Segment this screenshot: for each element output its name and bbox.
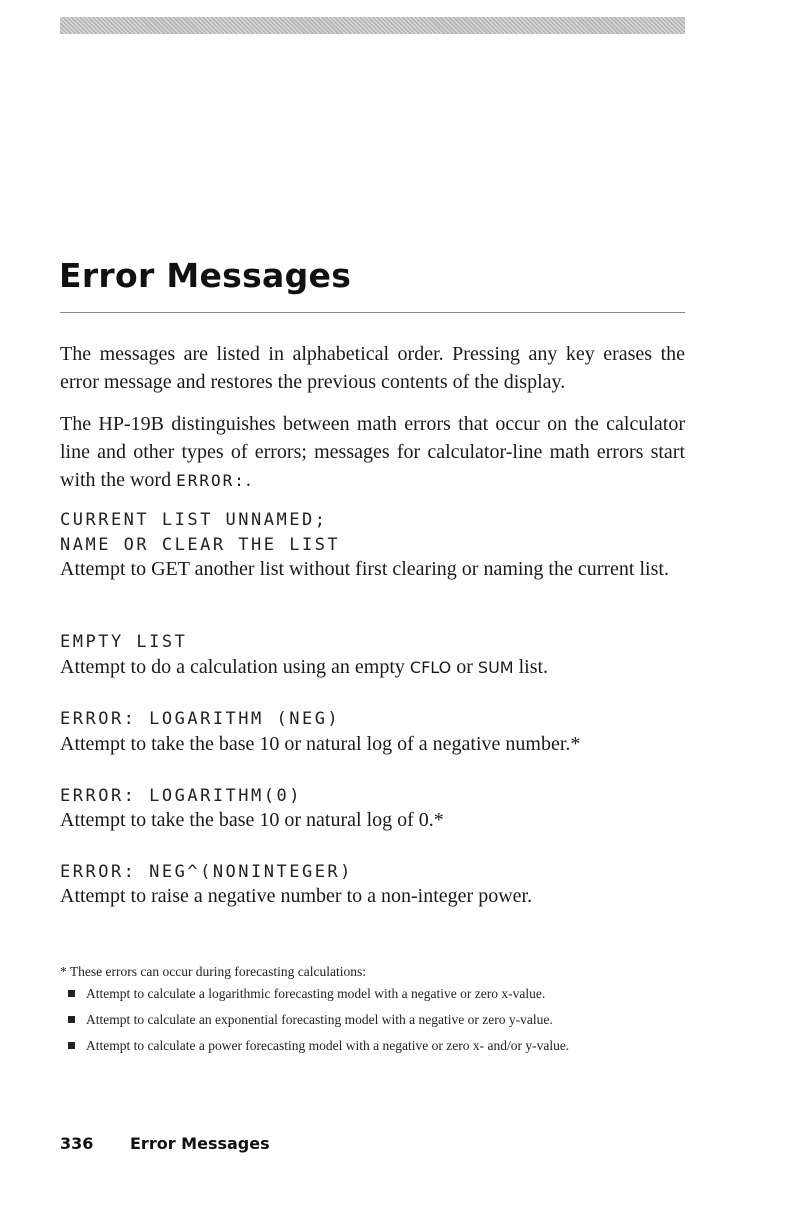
entry-code-log-zero: ERROR: LOGARITHM(0) xyxy=(60,786,302,806)
intro-period: . xyxy=(245,469,251,491)
bullet-icon xyxy=(68,990,75,997)
page-number: 336 xyxy=(60,1134,94,1153)
entry-code-empty-list: EMPTY LIST xyxy=(60,632,188,652)
page-footer xyxy=(60,1134,270,1153)
intro-error-code: ERROR: xyxy=(176,471,246,490)
intro-paragraph-1: The messages are listed in alphabetical order. Pressing any key erases the error message and restores the previous contents of the display. xyxy=(60,343,685,393)
page-title: Error Messages xyxy=(59,256,352,295)
footnote-item-text: Attempt to calculate a logarithmic forecasting model with a negative or zero x-value. xyxy=(86,986,546,1001)
entry-desc-empty-list xyxy=(60,653,685,682)
entry-code-current-list-1: CURRENT LIST UNNAMED; xyxy=(60,510,328,530)
intro-paragraph-2 xyxy=(60,410,685,495)
entry-desc-empty-list-after: list. xyxy=(518,656,549,678)
entry-code-current-list-2: NAME OR CLEAR THE LIST xyxy=(60,535,341,555)
entry-code-log-neg: ERROR: LOGARITHM (NEG) xyxy=(60,709,341,729)
footnote-intro: * These errors can occur during forecasting calculations: xyxy=(60,964,367,979)
footnote-item xyxy=(68,984,678,1004)
entry-desc-log-zero: Attempt to take the base 10 or natural log of 0.* xyxy=(60,809,444,831)
footnote-item-text: Attempt to calculate a power forecasting model with a negative or zero x- and/or y-value. xyxy=(86,1038,570,1053)
cflo-key: CFLO xyxy=(409,658,452,677)
entry-desc-log-neg: Attempt to take the base 10 or natural log of a negative number.* xyxy=(60,733,581,755)
footer-section-title: Error Messages xyxy=(130,1134,270,1153)
header-band xyxy=(60,17,685,34)
entry-desc-empty-list-before: Attempt to do a calculation using an empty xyxy=(60,656,405,678)
bullet-icon xyxy=(68,1042,75,1049)
bullet-icon xyxy=(68,1016,75,1023)
footnote-item xyxy=(68,1010,678,1030)
footnote-item-text: Attempt to calculate an exponential forecasting model with a negative or zero y-value. xyxy=(86,1012,553,1027)
title-rule xyxy=(60,312,685,313)
sum-key: SUM xyxy=(477,658,514,677)
entry-desc-empty-list-mid: or xyxy=(456,656,473,678)
footnote-item xyxy=(68,1036,678,1056)
entry-desc-current-list: Attempt to GET another list without first clearing or naming the current list. xyxy=(60,558,669,580)
entry-code-neg-noninteger: ERROR: NEG^(NONINTEGER) xyxy=(60,862,353,882)
entry-desc-neg-noninteger: Attempt to raise a negative number to a non-integer power. xyxy=(60,885,533,907)
intro-paragraph-2-text: The HP-19B distinguishes between math errors that occur on the calculator line and other types of errors; messages for calculator-line math errors start with the word xyxy=(60,413,685,491)
